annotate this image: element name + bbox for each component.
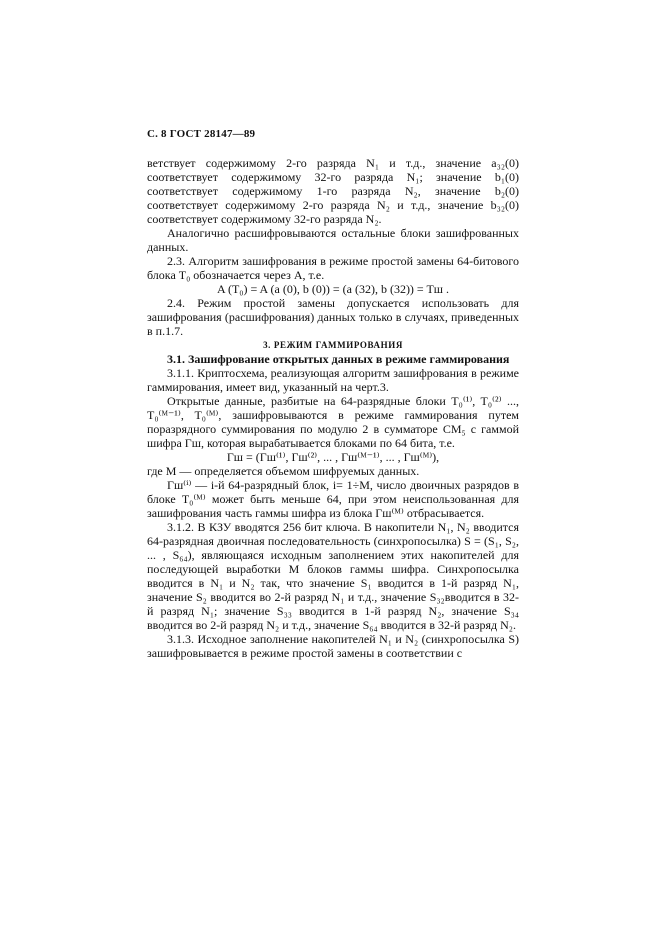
paragraph-2-3: 2.3. Алгоритм зашифрования в режиме простой замены 64-битового блока T₀ обозначается через A, т.е. [147,254,519,282]
paragraph-3-1-3: 3.1.3. Исходное заполнение накопителей N₁ и N₂ (синхропосылка S) зашифровывается в режиме простой замены в соответствии с [147,632,519,660]
paragraph-2-4: 2.4. Режим простой замены допускается использовать для зашифрования (расшифрования) данных только в случаях, приведенных в п.1.7. [147,296,519,338]
paragraph-decrypt-remaining: Аналогично расшифровываются остальные блоки зашифрованных данных. [147,226,519,254]
formula-gamma: Γш = (Γш⁽¹⁾, Γш⁽²⁾, ... , Γш⁽ᴹ⁻¹⁾, ... , Γш⁽ᴹ⁾), [226,450,440,464]
section-title: 3. РЕЖИМ ГАММИРОВАНИЯ [263,340,403,350]
running-header: С. 8 ГОСТ 28147—89 [147,128,256,140]
paragraph-3-1-1: 3.1.1. Криптосхема, реализующая алгоритм зашифрования в режиме гаммирования, имеет вид, указанный на черт.3. [147,366,519,394]
body-text [147,156,519,660]
subsection-3-1-title: 3.1. Зашифрование открытых данных в режиме гаммирования [167,352,510,366]
formula-simple-replacement: A (T₀) = A (a (0), b (0)) = (a (32), b (32)) = Tш . [216,282,450,296]
paragraph-where-m: где M — определяется объемом шифруемых данных. [147,464,420,478]
paragraph-gamma-block: Γш⁽ⁱ⁾ — i-й 64-разрядный блок, i= 1÷M, число двоичных разрядов в блоке T₀⁽ᴹ⁾ может быть меньше 64, при этом неиспользованная для зашифрования часть гаммы шифра из блока Γш⁽ᴹ⁾ отбрасывается. [147,478,519,520]
paragraph-continuation: ветствует содержимому 2-го разряда N₁ и т.д., значение a₃₂(0) соответствует содержимому 32-го разряда N₁; значение b₁(0) соответствует содержимому 1-го разряда N₂, значение b₂(0) соответствует содержимому 2-го разряда N₂ и т.д., значение b₃₂(0) соответствует содержимому 32-го разряда N₂. [147,156,519,226]
paragraph-3-1-2: 3.1.2. В КЗУ вводятся 256 бит ключа. В накопители N₁, N₂ вводится 64-разрядная двоичная последовательность (синхропосылка) S = (S₁, S₂, ... , S₆₄), являющаяся исходным заполнением этих накопителей для последующей выработки M блоков гаммы шифра. Синхропосылка вводится в N₁ и N₂ так, что значение S₁ вводится в 1-й разряд N₁, значение S₂ вводится во 2-й разряд N₁ и т.д., значение S₃₂вводится в 32-й разряд N₁; значение S₃₃ вводится в 1-й разряд N₂, значение S₃₄ вводится во 2-й разряд N₂ и т.д., значение S₆₄ вводится в 32-й разряд N₂. [147,520,519,632]
paragraph-open-data: Открытые данные, разбитые на 64-разрядные блоки T₀⁽¹⁾, T₀⁽²⁾ ..., T₀⁽ᴹ⁻¹⁾, T₀⁽ᴹ⁾, зашифровываются в режиме гаммирования путем поразрядного суммирования по модулю 2 в сумматоре CM₅ с гаммой шифра Γш, которая вырабатывается блоками по 64 бита, т.е. [147,394,519,450]
